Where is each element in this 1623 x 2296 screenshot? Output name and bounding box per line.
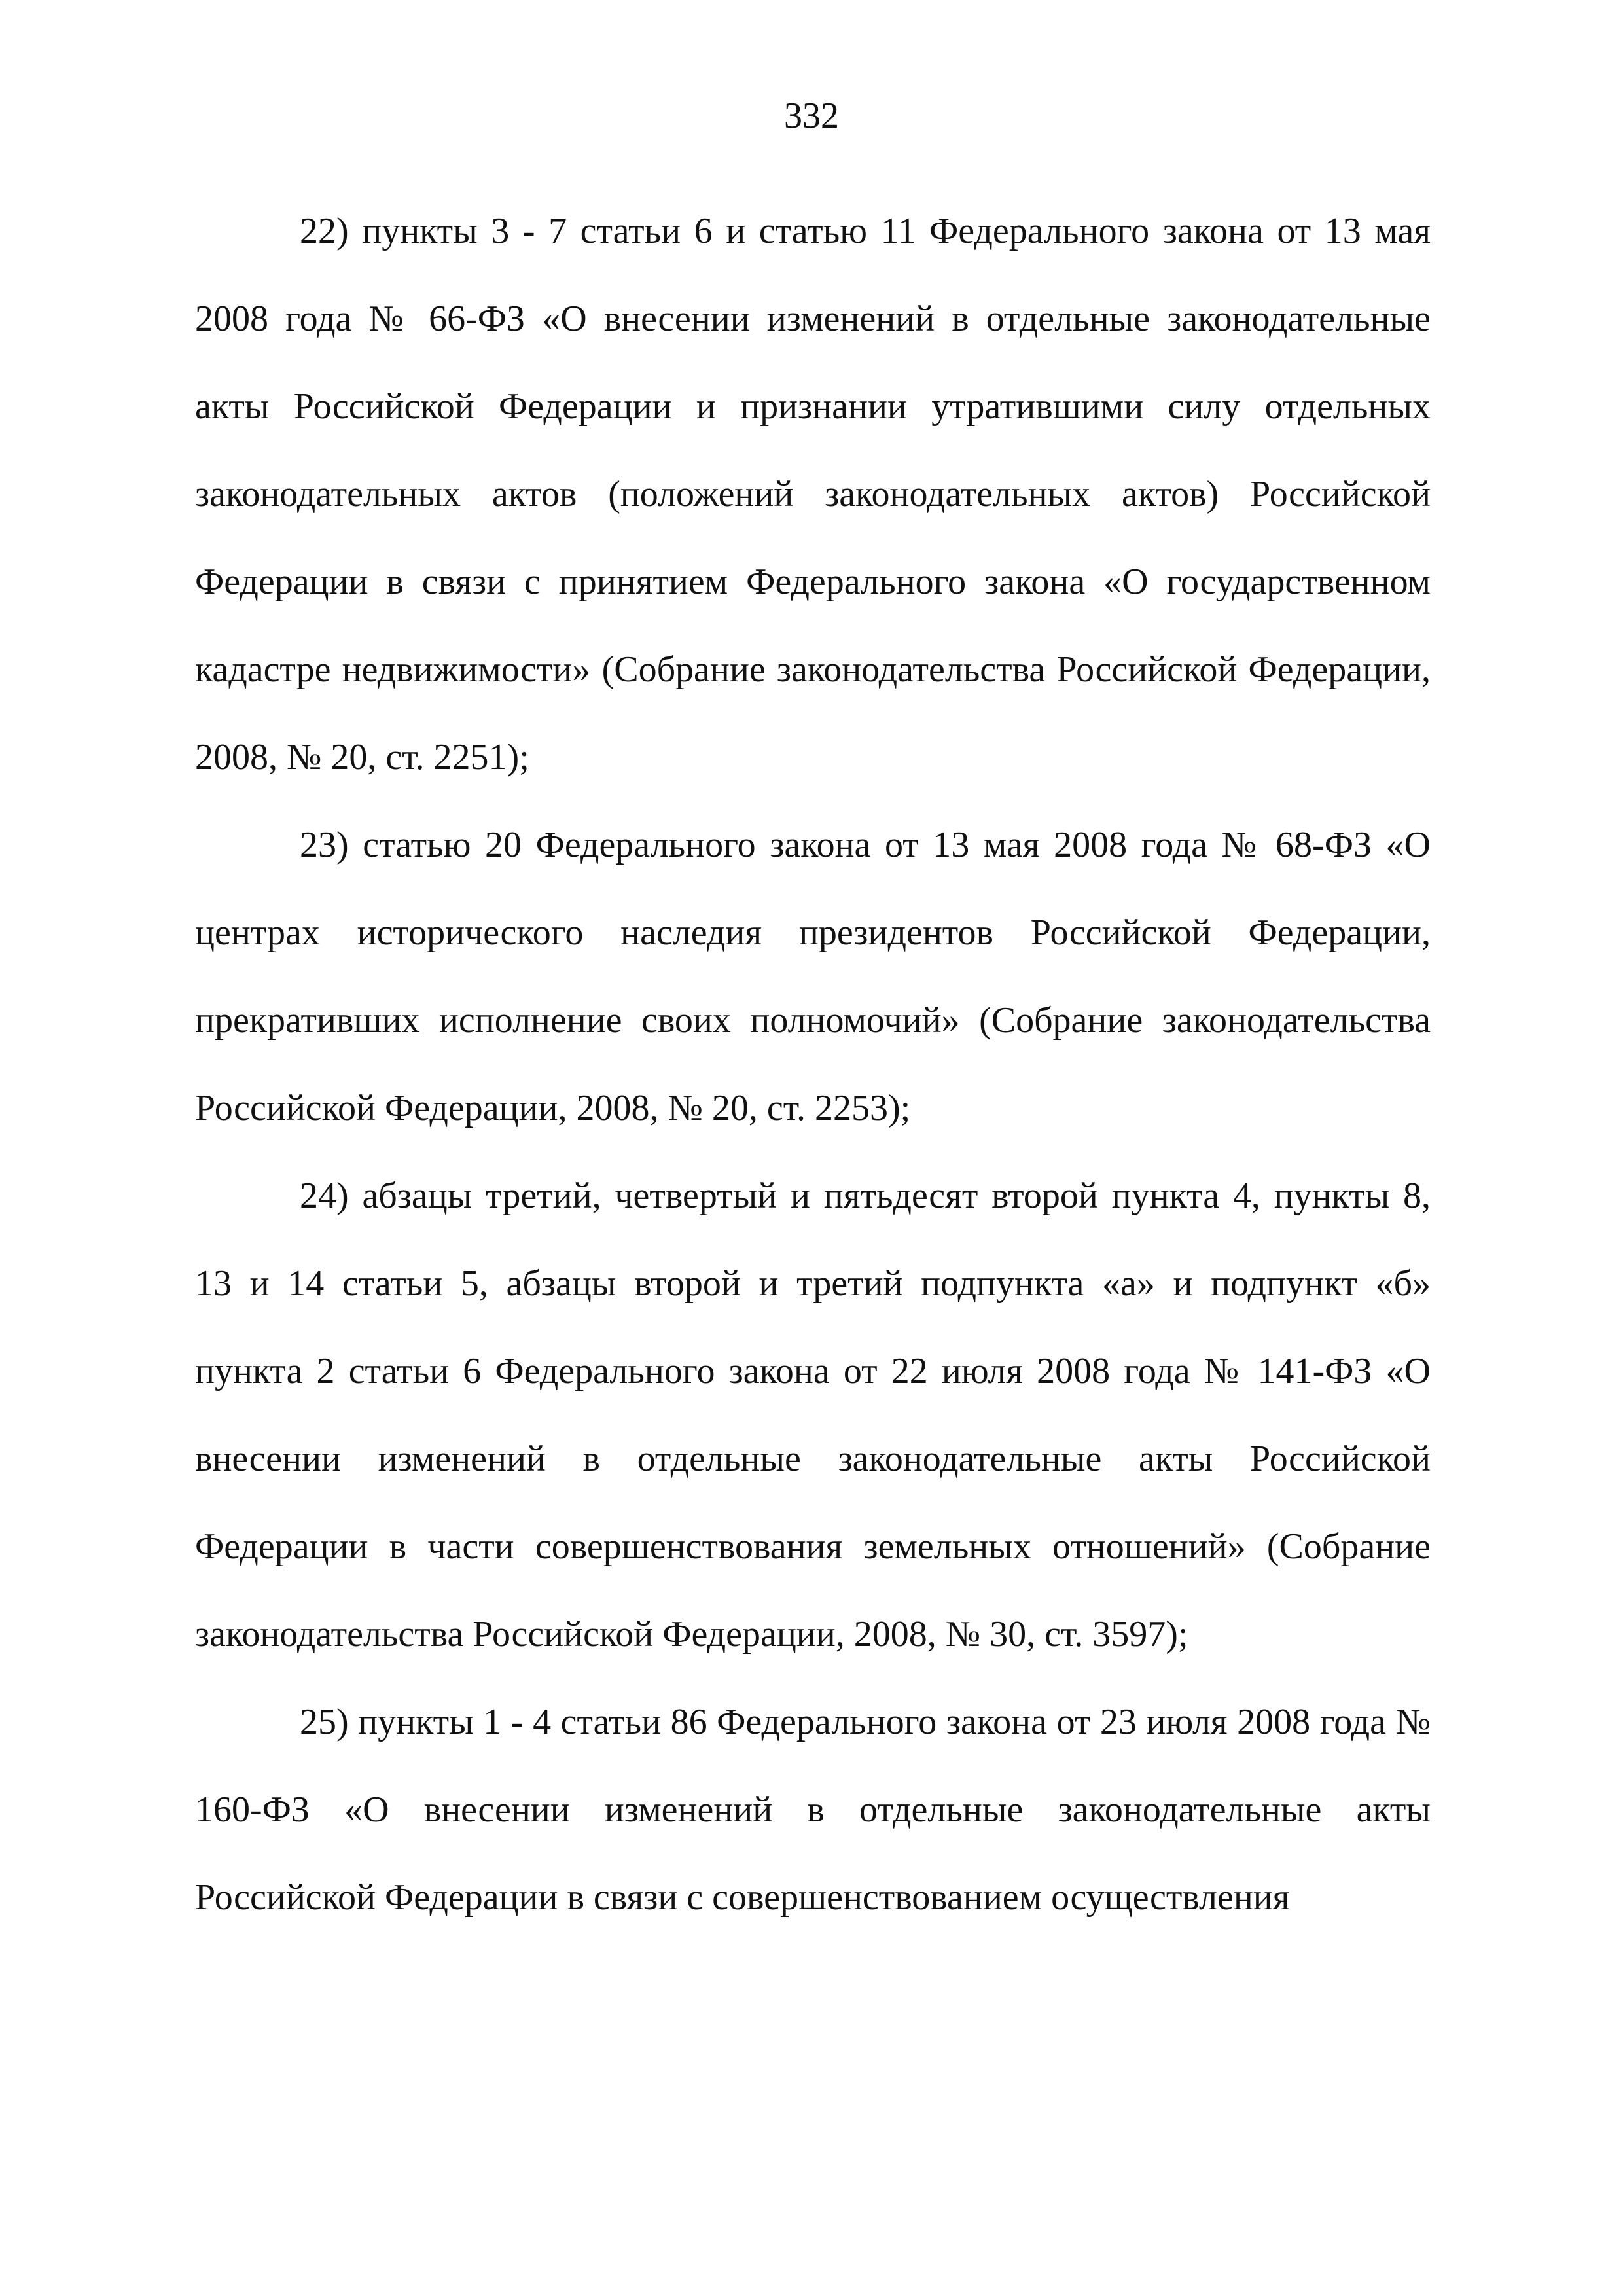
- paragraph-item-24: 24) абзацы третий, четвертый и пятьдесят второй пункта 4, пункты 8, 13 и 14 статьи 5, абзацы второй и третий подпункта «а» и подпункт «б» пункта 2 статьи 6 Федерального закона от 22 июля 2008 года № 141-ФЗ «О внесении изменений в отдельные законодательные акты Российской Федерации в части совершенствования земельных отношений» (Собрание законодательства Российской Федерации, 2008, № 30, ст. 3597);: [195, 1175, 1431, 1655]
- page-number: 332: [784, 96, 839, 136]
- document-body: [195, 187, 1431, 1941]
- paragraph-item-22: 22) пункты 3 - 7 статьи 6 и статью 11 Федерального закона от 13 мая 2008 года № 66-ФЗ «О внесении изменений в отдельные законодательные акты Российской Федерации и признании утратившими силу отдельных законодательных актов (положений законодательных актов) Российской Федерации в связи с принятием Федерального закона «О государственном кадастре недвижимости» (Собрание законодательства Российской Федерации, 2008, № 20, ст. 2251);: [195, 211, 1431, 778]
- paragraph-item-25: 25) пункты 1 - 4 статьи 86 Федерального закона от 23 июля 2008 года № 160-ФЗ «О внесении изменений в отдельные законодательные акты Российской Федерации в связи с совершенствованием осуществления: [195, 1702, 1431, 1918]
- paragraph-item-23: 23) статью 20 Федерального закона от 13 мая 2008 года № 68-ФЗ «О центрах исторического наследия президентов Российской Федерации, прекративших исполнение своих полномочий» (Собрание законодательства Российской Федерации, 2008, № 20, ст. 2253);: [195, 825, 1431, 1128]
